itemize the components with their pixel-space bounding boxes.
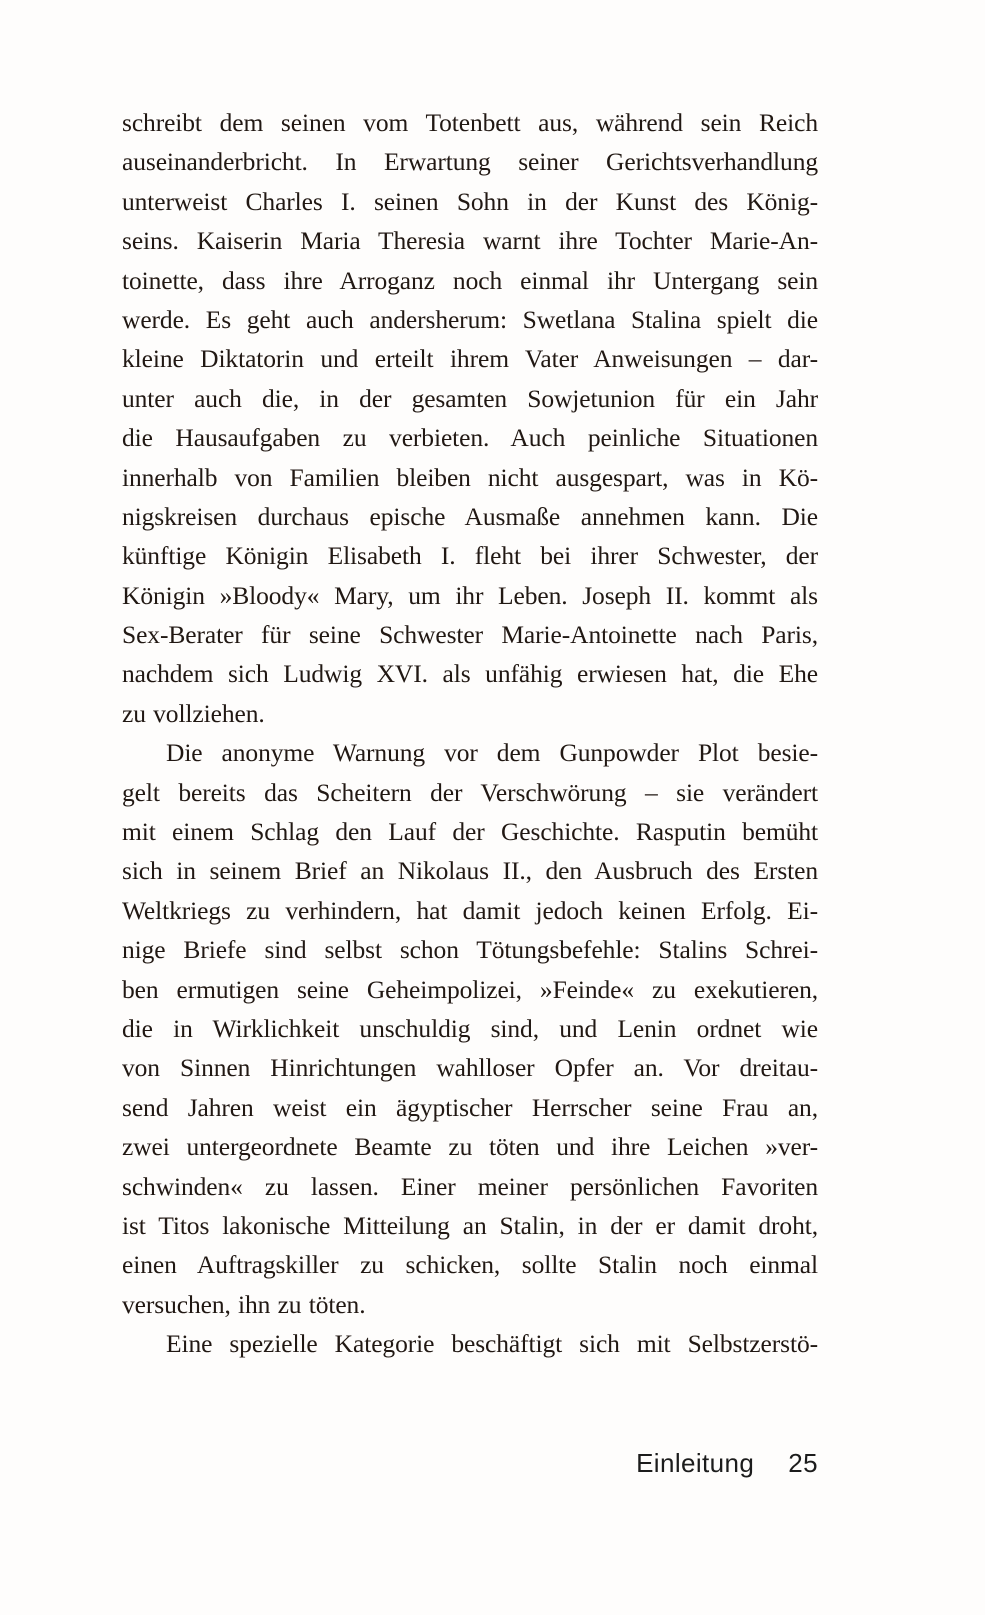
text-line: unter auch die, in der gesamten Sowjetunion für ein Jahr xyxy=(122,383,818,413)
text-line: die Hausaufgaben zu verbieten. Auch peinliche Situationen xyxy=(122,423,818,453)
text-line: auseinanderbricht. In Erwartung seiner Gerichtsverhandlung xyxy=(122,147,818,177)
text-line: von Sinnen Hinrichtungen wahlloser Opfer an. Vor dreitau- xyxy=(122,1053,818,1083)
text-line: send Jahren weist ein ägyptischer Herrscher seine Frau an, xyxy=(122,1092,818,1122)
text-line: kleine Diktatorin und erteilt ihrem Vater Anweisungen – dar- xyxy=(122,344,818,374)
text-line: werde. Es geht auch andersherum: Swetlana Stalina spielt die xyxy=(122,304,818,334)
text-line: ist Titos lakonische Mitteilung an Stalin, in der er damit droht, xyxy=(122,1210,818,1240)
text-line: Eine spezielle Kategorie beschäftigt sich mit Selbstzerstö- xyxy=(166,1329,818,1359)
text-line: zwei untergeordnete Beamte zu töten und ihre Leichen »ver- xyxy=(122,1132,818,1162)
text-line: sich in seinem Brief an Nikolaus II., den Ausbruch des Ersten xyxy=(122,856,818,886)
text-line: schreibt dem seinen vom Totenbett aus, während sein Reich xyxy=(122,108,818,137)
text-line: nachdem sich Ludwig XVI. als unfähig erwiesen hat, die Ehe xyxy=(122,659,818,689)
text-line: nige Briefe sind selbst schon Tötungsbefehle: Stalins Schrei- xyxy=(122,935,818,965)
text-block xyxy=(122,103,818,1364)
text-line: gelt bereits das Scheitern der Verschwörung – sie verändert xyxy=(122,777,818,807)
text-line: nigskreisen durchaus epische Ausmaße annehmen kann. Die xyxy=(122,501,818,531)
text-line: künftige Königin Elisabeth I. fleht bei ihrer Schwester, der xyxy=(122,541,818,571)
text-line: Königin »Bloody« Mary, um ihr Leben. Joseph II. kommt als xyxy=(122,580,818,610)
text-line: mit einem Schlag den Lauf der Geschichte. Rasputin bemüht xyxy=(122,817,818,847)
text-line: Weltkriegs zu verhindern, hat damit jedoch keinen Erfolg. Ei- xyxy=(122,895,818,925)
text-line: innerhalb von Familien bleiben nicht ausgespart, was in Kö- xyxy=(122,462,818,492)
text-line: einen Auftragskiller zu schicken, sollte Stalin noch einmal xyxy=(122,1250,818,1280)
text-line: versuchen, ihn zu töten. xyxy=(122,1289,366,1319)
text-line: zu vollziehen. xyxy=(122,698,265,728)
text-line: seins. Kaiserin Maria Theresia warnt ihre Tochter Marie-An- xyxy=(122,226,818,256)
text-line: Die anonyme Warnung vor dem Gunpowder Plot besie- xyxy=(166,738,818,768)
text-line: toinette, dass ihre Arroganz noch einmal ihr Untergang sein xyxy=(122,265,818,295)
page-number: 25 xyxy=(788,1448,818,1478)
section-label: Einleitung xyxy=(636,1448,755,1478)
text-line: ben ermutigen seine Geheimpolizei, »Feinde« zu exekutieren, xyxy=(122,974,818,1004)
text-line: unterweist Charles I. seinen Sohn in der Kunst des König- xyxy=(122,186,818,216)
text-line: Sex-Berater für seine Schwester Marie-Antoinette nach Paris, xyxy=(122,620,818,650)
text-line: die in Wirklichkeit unschuldig sind, und Lenin ordnet wie xyxy=(122,1013,818,1043)
page-footer xyxy=(122,1448,818,1479)
text-line: schwinden« zu lassen. Einer meiner persönlichen Favoriten xyxy=(122,1171,818,1201)
